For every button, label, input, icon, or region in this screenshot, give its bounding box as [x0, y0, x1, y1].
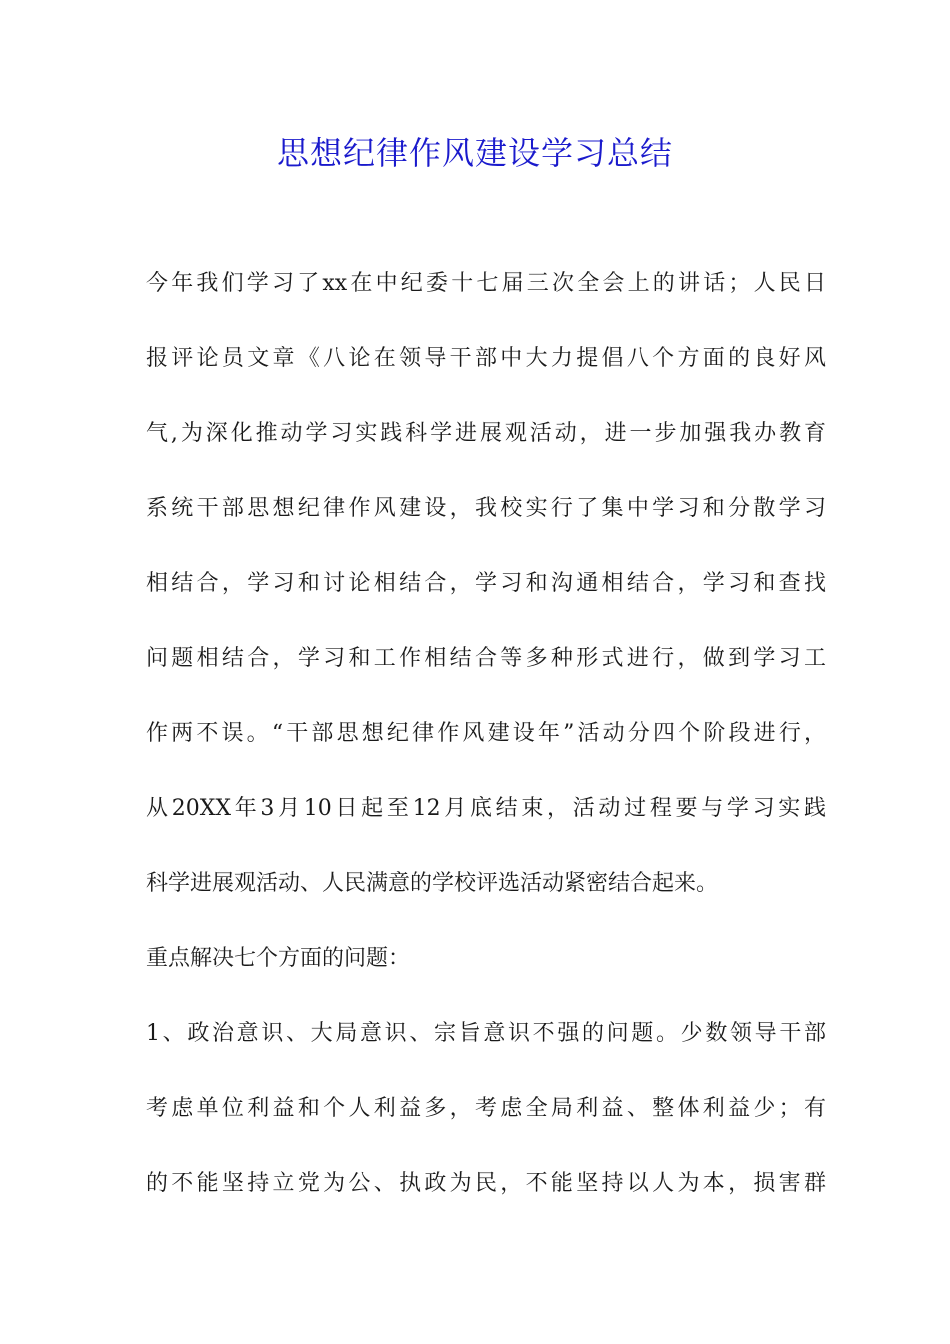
- body-line: 考虑单位利益和个人利益多，考虑全局利益、整体利益少；有: [146, 1096, 826, 1121]
- body-line: 1、政治意识、大局意识、宗旨意识不强的问题。少数领导干部: [146, 1021, 826, 1046]
- body-line: 作两不误。“干部思想纪律作风建设年”活动分四个阶段进行，: [146, 721, 826, 746]
- body-line: 从20XX年3月10日起至12月底结束，活动过程要与学习实践: [146, 796, 826, 821]
- body-line: 科学进展观活动、人民满意的学校评选活动紧密结合起来。: [146, 871, 719, 896]
- body-line: 系统干部思想纪律作风建设，我校实行了集中学习和分散学习: [146, 496, 826, 521]
- body-line: 报评论员文章《八论在领导干部中大力提倡八个方面的良好风: [146, 346, 826, 371]
- body-line: 重点解决七个方面的问题：: [146, 946, 411, 971]
- body-line: 气,为深化推动学习实践科学进展观活动，进一步加强我办教育: [146, 421, 826, 446]
- body-line: 的不能坚持立党为公、执政为民，不能坚持以人为本，损害群: [146, 1171, 826, 1196]
- body-line: 相结合，学习和讨论相结合，学习和沟通相结合，学习和查找: [146, 571, 826, 596]
- body-line: 问题相结合，学习和工作相结合等多种形式进行，做到学习工: [146, 646, 826, 671]
- body-line: 今年我们学习了xx在中纪委十七届三次全会上的讲话；人民日: [146, 271, 826, 296]
- document-title: 思想纪律作风建设学习总结: [276, 134, 673, 172]
